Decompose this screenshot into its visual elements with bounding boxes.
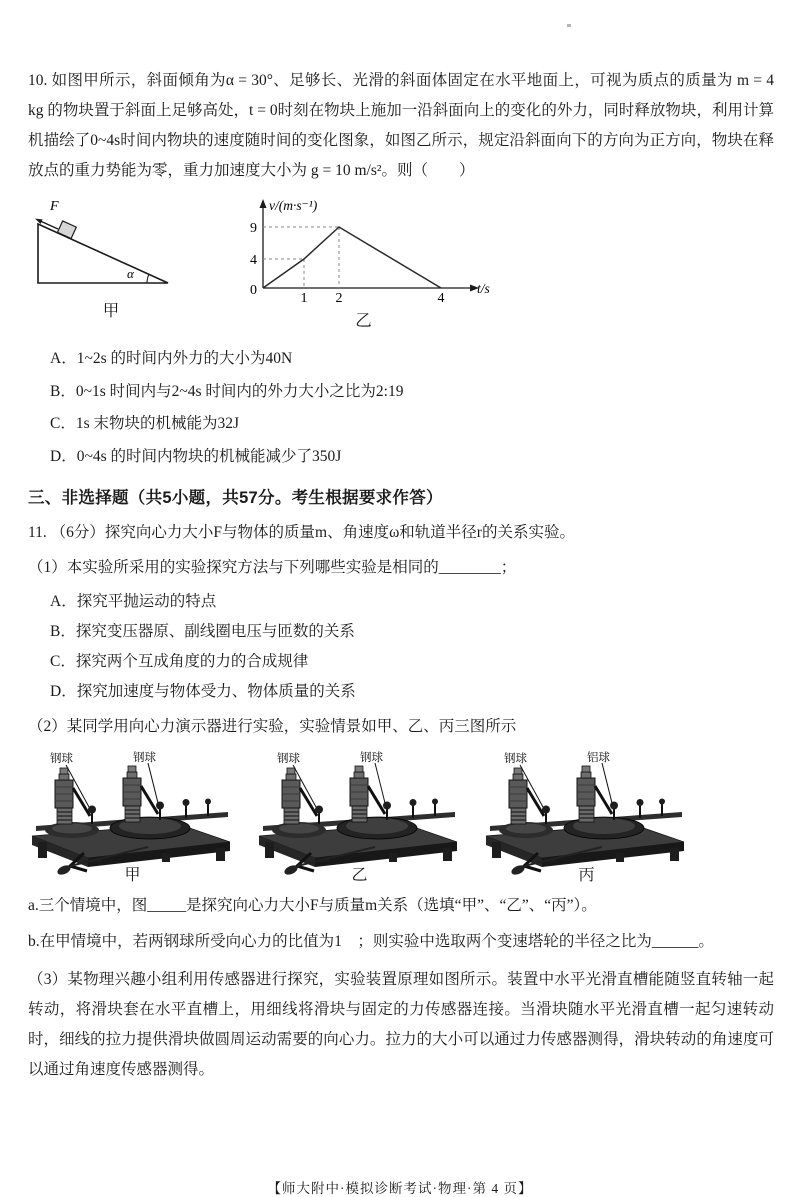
y-axis-arrowhead	[260, 199, 267, 208]
page-footer: 【师大附中·模拟诊断考试·物理·第 4 页】	[0, 1177, 800, 1197]
figure-yi-graph	[236, 196, 491, 331]
force-label: F	[49, 199, 59, 214]
ytick-0: 0	[250, 283, 257, 298]
figure-jia-incline	[30, 196, 192, 321]
right-rod	[368, 786, 385, 814]
left-disc-inner	[52, 824, 92, 834]
y-axis-label: v/(m·s⁻¹)	[269, 198, 318, 213]
apparatus-figure-yi	[257, 750, 462, 885]
scan-artifact	[567, 24, 571, 27]
ytick-4: 4	[250, 253, 257, 268]
right-ball-label: 钢球	[360, 750, 383, 764]
right-ball-label: 铝球	[587, 750, 610, 764]
ytick-9: 9	[250, 221, 257, 236]
right-ball	[383, 802, 391, 810]
q11-option-d: D．探究加速度与物体受力、物体质量的关系	[50, 677, 774, 707]
right-ball	[610, 802, 618, 810]
velocity-line	[263, 227, 441, 288]
q11-part2b: b.在甲情境中，若两钢球所受向心力的比值为1 ；则实验中选取两个变速塔轮的半径之比为______。	[28, 927, 774, 957]
apparatus-yi-caption: 乙	[351, 862, 367, 885]
right-ball	[156, 802, 164, 810]
q11-part2a: a.三个情境中，图_____是探究向心力大小F与质量m关系（选填“甲”、“乙”、“丙”）。	[28, 891, 774, 921]
q11-option-b: B．探究变压器原、副线圈电压与匝数的关系	[50, 617, 774, 647]
figure-yi-caption: 乙	[355, 307, 372, 331]
right-post	[350, 766, 368, 822]
x-axis-label: t/s	[477, 281, 490, 296]
dashed-guides	[263, 227, 339, 288]
spare-ball-2	[432, 799, 438, 805]
apparatus-figures-row	[30, 750, 774, 885]
incline-diagram	[30, 196, 192, 296]
question-11-intro: 11. （6分）探究向心力大小F与物体的质量m、角速度ω和轨道半径r的关系实验。	[28, 518, 774, 548]
right-rod	[595, 786, 612, 814]
left-post	[282, 768, 300, 824]
centripetal-demonstrator-jia	[30, 750, 235, 862]
right-post	[123, 766, 141, 822]
centripetal-demonstrator-yi	[257, 750, 462, 862]
q10-option-b: B．0~1s 时间内与2~4s 时间内的外力大小之比为2:19	[50, 376, 774, 409]
right-leader-line	[148, 763, 158, 803]
q11-part1-options	[28, 587, 774, 707]
velocity-time-graph	[236, 196, 491, 306]
figure-jia-caption: 甲	[103, 297, 120, 321]
spare-ball-2	[659, 799, 665, 805]
q10-options	[28, 343, 774, 473]
left-ball-label: 钢球	[504, 751, 527, 765]
right-leader-line	[375, 763, 385, 803]
spare-ball-1	[183, 799, 190, 806]
left-ball-label: 钢球	[277, 751, 300, 765]
left-ball-label: 钢球	[50, 751, 73, 765]
apparatus-figure-jia	[30, 750, 235, 885]
left-disc-inner	[506, 824, 546, 834]
q10-option-c: C．1s 末物块的机械能为32J	[50, 408, 774, 441]
apparatus-bing-caption: 丙	[578, 862, 594, 885]
left-post	[509, 768, 527, 824]
q11-part3: （3）某物理兴趣小组利用传感器进行探究，实验装置原理如图所示。装置中水平光滑直槽能随竖直转轴一起转动，将滑块套在水平直槽上，用细线将滑块与固定的力传感器连接。当滑块随水平光滑直槽一起匀速转动时，细线的拉力提供滑块做圆周运动需要的向心力。拉力的大小可以通过力传感器测得，滑块转动的角速度可以通过角速度传感器测得。	[28, 965, 774, 1085]
spare-ball-2	[205, 799, 211, 805]
left-rod	[73, 788, 90, 816]
q11-option-c: C．探究两个互成角度的力的合成规律	[50, 647, 774, 677]
left-post	[55, 768, 73, 824]
right-post	[577, 766, 595, 822]
right-leader-line	[602, 763, 612, 803]
right-rod	[141, 786, 158, 814]
xtick-4: 4	[438, 291, 445, 306]
q11-part2: （2）某同学用向心力演示器进行实验，实验情景如甲、乙、丙三图所示	[28, 712, 774, 742]
q10-figures-row	[30, 196, 774, 331]
xtick-2: 2	[336, 291, 343, 306]
apparatus-figure-bing	[484, 750, 689, 885]
left-rod	[300, 788, 317, 816]
left-rod	[527, 788, 544, 816]
right-ball-label: 钢球	[133, 750, 156, 764]
centripetal-demonstrator-bing	[484, 750, 689, 862]
q10-option-d: D．0~4s 的时间内物块的机械能减少了350J	[50, 441, 774, 474]
left-disc-inner	[279, 824, 319, 834]
q11-part1: （1）本实验所采用的实验探究方法与下列哪些实验是相同的________；	[28, 553, 774, 583]
angle-label: α	[127, 266, 135, 281]
xtick-1: 1	[301, 291, 308, 306]
q10-option-a: A．1~2s 的时间内外力的大小为40N	[50, 343, 774, 376]
apparatus-jia-caption: 甲	[124, 862, 140, 885]
force-arrowhead	[35, 219, 43, 224]
spare-ball-1	[410, 799, 417, 806]
spare-ball-1	[637, 799, 644, 806]
exam-page-content	[28, 66, 774, 1085]
section-3-heading: 三、非选择题（共5小题，共57分。考生根据要求作答）	[28, 483, 774, 513]
q11-option-a: A．探究平抛运动的特点	[50, 587, 774, 617]
question-10-text: 10. 如图甲所示，斜面倾角为α = 30°、足够长、光滑的斜面体固定在水平地面上，可视为质点的质量为 m = 4 kg 的物块置于斜面上足够高处，t = 0时刻在物块上施加一沿斜面向上的变化的外力，同时释放物块，利用计算机描绘了0~4s时间内物块的速度随时间的变化图象，如图乙所示，规定沿斜面向下的方向为正方向，物块在释放点的重力势能为零，重力加速度大小为 g = 10 m/s²。则（ ）	[28, 66, 774, 186]
